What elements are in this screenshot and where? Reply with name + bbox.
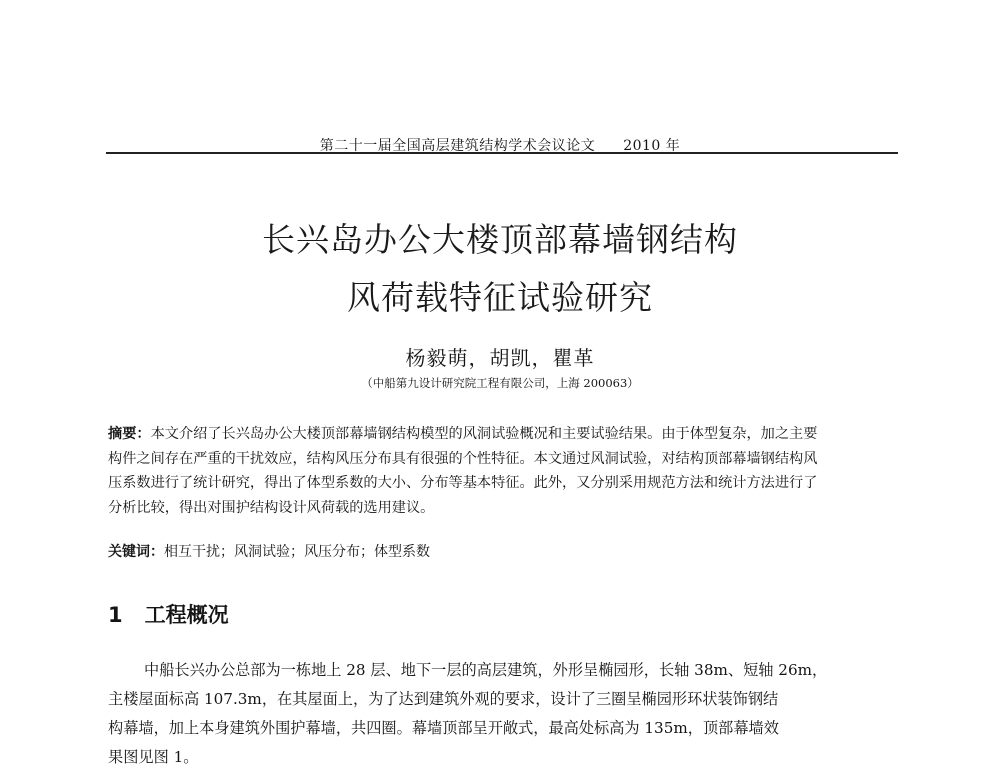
paper-title-line-1: 长兴岛办公大楼顶部幕墙钢结构 xyxy=(262,220,738,259)
abstract-line-1: 摘要：本文介绍了长兴岛办公大楼顶部幕墙钢结构模型的风洞试验概况和主要试验结果。由于体型复杂，加之主要 xyxy=(108,426,818,442)
authors: 杨毅萌，胡凯，瞿革 xyxy=(405,346,595,370)
conference-year: 2010 年 xyxy=(623,138,681,154)
keywords-label: 关键词： xyxy=(108,544,164,560)
keywords-text: 相互干扰；风洞试验；风压分布；体型系数 xyxy=(164,544,430,560)
section-number: 1 xyxy=(108,603,123,627)
body-paragraph xyxy=(108,656,908,772)
abstract xyxy=(108,422,888,520)
header-rule xyxy=(106,152,898,154)
body-line-2: 主楼屋面标高 107.3m，在其屋面上，为了达到建筑外观的要求，设计了三圈呈椭园形环状装饰钢结 xyxy=(108,690,779,708)
keywords xyxy=(108,541,430,561)
abstract-label: 摘要： xyxy=(108,426,151,442)
body-line-1: 中船长兴办公总部为一栋地上 28 层、地下一层的高层建筑，外形呈椭园形，长轴 38m、短轴 26m， xyxy=(144,661,828,679)
body-line-4: 果图见图 1。 xyxy=(108,748,199,766)
section-heading xyxy=(108,599,229,629)
abstract-line-3: 压系数进行了统计研究，得出了体型系数的大小、分布等基本特征。此外，又分别采用规范方法和统计方法进行了 xyxy=(108,475,818,491)
affiliation: （中船第九设计研究院工程有限公司，上海 200063） xyxy=(361,376,639,390)
paper-title-line-2: 风荷载特征试验研究 xyxy=(347,278,653,317)
abstract-line-2: 构件之间存在严重的干扰效应，结构风压分布具有很强的个性特征。本文通过风洞试验，对结构顶部幕墙钢结构风 xyxy=(108,450,818,467)
body-line-3: 构幕墙，加上本身建筑外围护幕墙，共四圈。幕墙顶部呈开敞式，最高处标高为 135m，顶部幕墙效 xyxy=(108,719,779,737)
section-title: 工程概况 xyxy=(144,603,229,627)
abstract-line-4: 分析比较，得出对围护结构设计风荷载的选用建议。 xyxy=(108,499,435,516)
conference-name: 第二十一届全国高层建筑结构学术会议论文 xyxy=(319,138,596,154)
